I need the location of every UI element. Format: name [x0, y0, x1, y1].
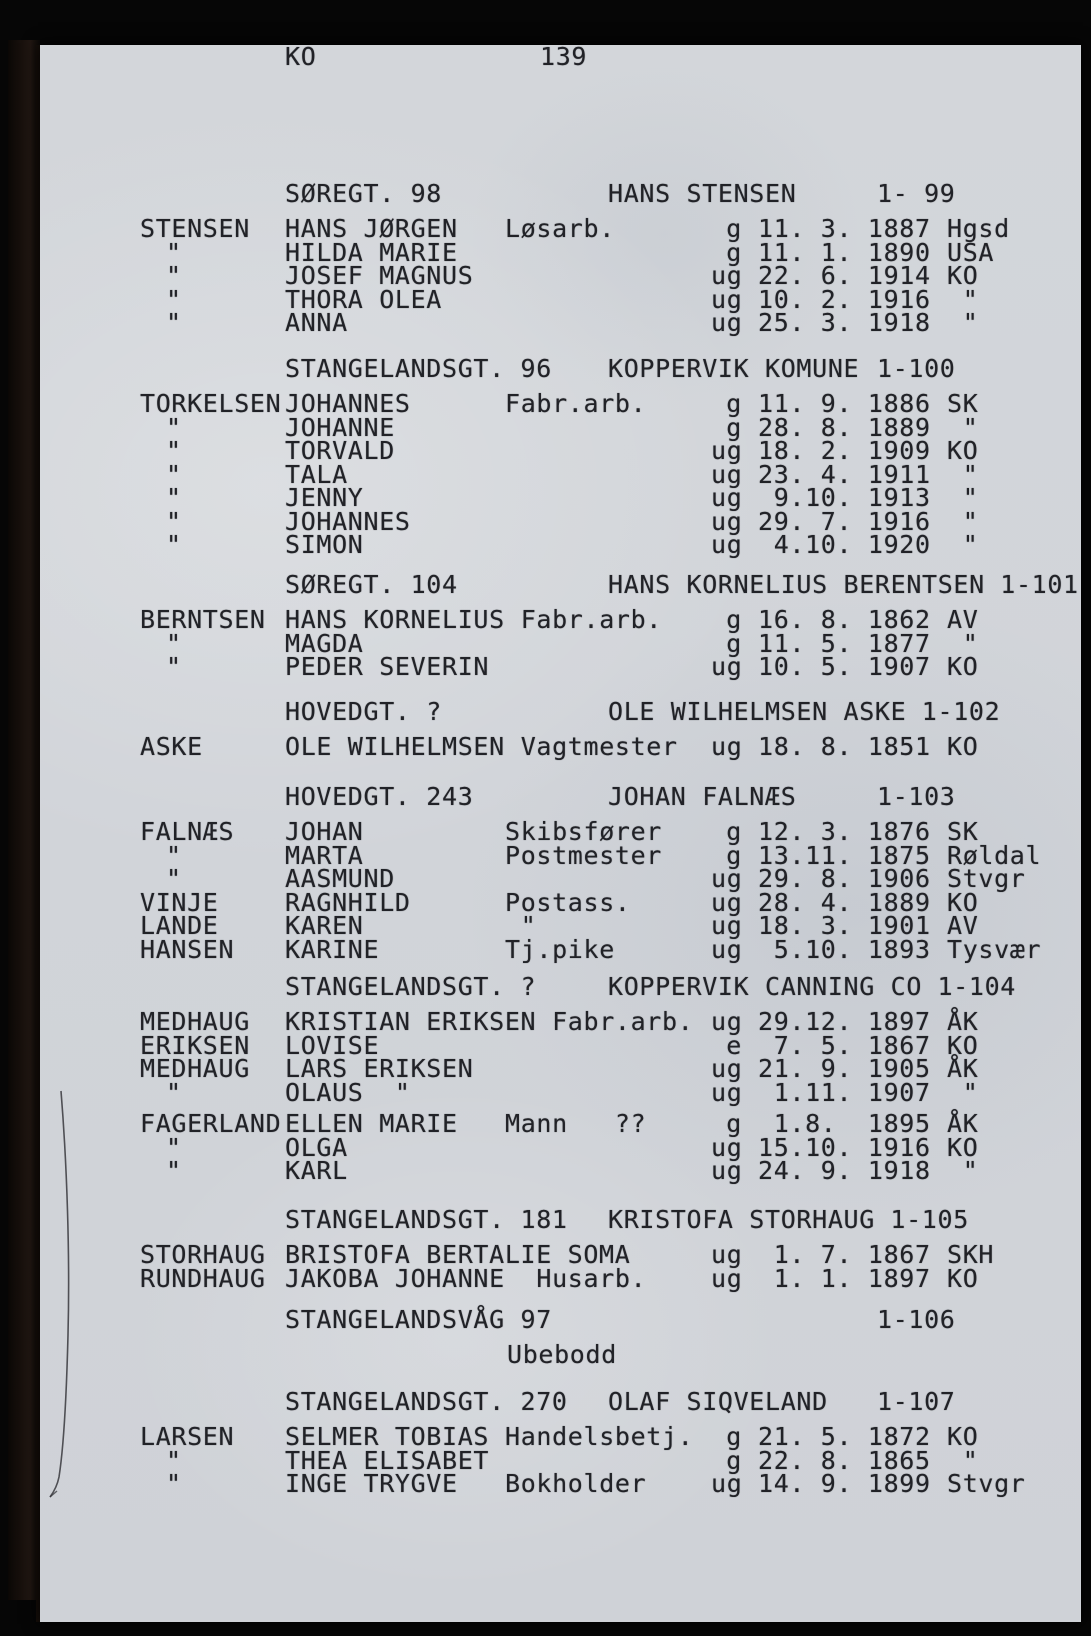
surname: LARSEN [140, 1422, 235, 1451]
street-address: HOVEDGT. ? [285, 697, 443, 726]
given-name: THEA ELISABET [285, 1445, 490, 1475]
district-code: KO [285, 42, 317, 71]
given-name: PEDER SEVERIN [285, 652, 490, 681]
birth-place: KO [947, 652, 979, 681]
person-row [40, 652, 1081, 681]
marital-status: ug [711, 1054, 743, 1083]
birth-place: KO [947, 732, 979, 761]
street-address: SØREGT. 104 [285, 570, 458, 599]
birth-date: 1. 1. 1897 [758, 1263, 931, 1293]
section-header-line [40, 697, 1081, 726]
page-number: 139 [540, 42, 588, 71]
birth-place: KO [947, 1132, 979, 1162]
marital-status: ug [711, 887, 743, 917]
given-name: KARINE [285, 934, 380, 964]
surname: " [166, 308, 182, 337]
birth-date: 16. 8. 1862 [758, 605, 931, 634]
surname: ASKE [140, 732, 203, 761]
birth-place: KO [947, 887, 979, 917]
marital-status: g [726, 389, 742, 418]
given-name: OLGA [285, 1132, 348, 1162]
occupation: " [505, 911, 537, 940]
given-name: SIMON [285, 530, 364, 559]
birth-place: USA [947, 237, 995, 267]
given-name: JOHAN [285, 817, 364, 846]
surname: " [166, 864, 182, 893]
given-name: JENNY [285, 483, 364, 512]
occupation: Løsarb. [505, 214, 615, 243]
given-name: JOSEF MAGNUS [285, 261, 474, 290]
birth-date: 21. 9. 1905 [758, 1054, 931, 1083]
marital-status: ug [711, 934, 743, 964]
surname: HANSEN [140, 934, 235, 964]
given-name: OLE WILHELMSEN [285, 732, 505, 761]
birth-date: 28. 4. 1889 [758, 887, 931, 917]
surname: " [166, 628, 182, 658]
birth-place: ÅK [947, 1054, 979, 1083]
given-name: RAGNHILD [285, 887, 411, 917]
marital-status: ug [711, 1132, 743, 1162]
birth-date: 21. 5. 1872 [758, 1422, 931, 1451]
marital-status: g [726, 237, 742, 267]
marital-status: ug [711, 261, 743, 290]
surname: " [166, 530, 182, 559]
section-header-line [40, 1205, 1081, 1234]
person-row [40, 308, 1081, 337]
given-name: SELMER TOBIAS [285, 1422, 490, 1451]
birth-place: SK [947, 817, 979, 846]
birth-place: ÅK [947, 1109, 979, 1138]
surname: " [166, 261, 182, 290]
given-name: MAGDA [285, 628, 364, 658]
birth-date: 10. 2. 1916 [758, 284, 931, 314]
birth-place: " [947, 284, 979, 314]
birth-date: 29. 8. 1906 [758, 864, 931, 893]
person-row [40, 732, 1081, 761]
marital-status: ug [711, 459, 743, 489]
household-title: HANS STENSEN [608, 179, 797, 208]
birth-place: KO [947, 436, 979, 465]
surname: MEDHAUG [140, 1054, 250, 1083]
given-name: HANS JØRGEN [285, 214, 458, 243]
birth-place: Stvgr [947, 1469, 1026, 1498]
register-number: 1-101 [1000, 570, 1079, 599]
marital-status: ug [711, 1156, 743, 1185]
street-address: SØREGT. 98 [285, 179, 443, 208]
street-address: HOVEDGT. 243 [285, 782, 474, 811]
marital-status: ug [711, 1077, 743, 1107]
section-header-line [40, 570, 1081, 599]
marital-status: g [726, 840, 742, 870]
given-name: HILDA MARIE [285, 237, 458, 267]
marital-status: g [726, 1422, 742, 1451]
given-name: ELLEN MARIE [285, 1109, 458, 1138]
birth-date: 28. 8. 1889 [758, 412, 931, 442]
birth-place: " [947, 483, 979, 512]
birth-place: SK [947, 389, 979, 418]
given-name: JAKOBA JOHANNE [285, 1263, 505, 1293]
birth-date: 1. 7. 1867 [758, 1240, 931, 1269]
birth-place: KO [947, 1422, 979, 1451]
occupation: Fabr.arb. [505, 605, 663, 634]
birth-place: SKH [947, 1240, 995, 1269]
birth-date: 11. 3. 1887 [758, 214, 931, 243]
birth-date: 1.11. 1907 [758, 1077, 931, 1107]
given-name: BRISTOFA BERTALIE SOMA [285, 1240, 631, 1269]
birth-date: 25. 3. 1918 [758, 308, 931, 337]
section-header-line [40, 354, 1081, 383]
surname: ERIKSEN [140, 1030, 250, 1060]
person-row [40, 934, 1081, 964]
section-header-line [40, 179, 1081, 208]
marital-status: ug [711, 1263, 743, 1293]
birth-date: 15.10. 1916 [758, 1132, 931, 1162]
marital-status: ug [711, 1469, 743, 1498]
given-name: MARTA [285, 840, 364, 870]
surname: LANDE [140, 911, 219, 940]
birth-place: Stvgr [947, 864, 1026, 893]
occupation: Postmester [505, 840, 663, 870]
household-title: KOPPERVIK CANNING CO [608, 972, 923, 1001]
occupation: Fabr.arb. [505, 389, 647, 418]
occupation: Fabr.arb. [505, 1007, 694, 1036]
marital-status: ug [711, 652, 743, 681]
register-number: 1-107 [877, 1387, 956, 1416]
birth-date: 7. 5. 1867 [758, 1030, 931, 1060]
given-name: LOVISE [285, 1030, 380, 1060]
marital-status: ug [711, 483, 743, 512]
marital-status: ug [711, 732, 743, 761]
person-row [40, 530, 1081, 559]
street-address: STANGELANDSGT. ? [285, 972, 537, 1001]
surname: " [166, 436, 182, 465]
surname: " [166, 506, 182, 536]
birth-place: KO [947, 1030, 979, 1060]
given-name: JOHANNE [285, 412, 395, 442]
marital-status: ug [711, 284, 743, 314]
occupation: Skibsfører [505, 817, 663, 846]
register-number: 1-103 [877, 782, 956, 811]
occupation: Handelsbetj. [505, 1422, 694, 1451]
marital-status: g [726, 628, 742, 658]
birth-date: 22. 6. 1914 [758, 261, 931, 290]
birth-date: 22. 8. 1865 [758, 1445, 931, 1475]
birth-date: 14. 9. 1899 [758, 1469, 931, 1498]
surname: " [166, 412, 182, 442]
section-header-line [40, 782, 1081, 811]
marital-status: ug [711, 1007, 743, 1036]
birth-date: 11. 1. 1890 [758, 237, 931, 267]
register-number: 1-100 [877, 354, 956, 383]
marital-status: ug [711, 530, 743, 559]
register-number: 1-102 [921, 697, 1001, 726]
marital-status: ug [711, 506, 743, 536]
birth-place: " [947, 530, 979, 559]
birth-place: KO [947, 261, 979, 290]
occupation: Husarb. [505, 1263, 647, 1293]
birth-date: 11. 9. 1886 [758, 389, 931, 418]
birth-date: 4.10. 1920 [758, 530, 931, 559]
given-name: THORA OLEA [285, 284, 443, 314]
given-name: AASMUND [285, 864, 395, 893]
household-title: JOHAN FALNÆS [608, 782, 797, 811]
birth-place: " [947, 459, 979, 489]
given-name: LARS ERIKSEN [285, 1054, 474, 1083]
given-name: TALA [285, 459, 348, 489]
birth-place: " [947, 1156, 979, 1185]
given-name: ANNA [285, 308, 348, 337]
given-name: TORVALD [285, 436, 395, 465]
birth-date: 24. 9. 1918 [758, 1156, 931, 1185]
surname: FAGERLAND [140, 1109, 282, 1138]
section-header-line [40, 1387, 1081, 1416]
household-title: OLE WILHELMSEN ASKE [608, 697, 907, 726]
surname: BERNTSEN [140, 605, 266, 634]
birth-date: 12. 3. 1876 [758, 817, 931, 846]
person-row [40, 1077, 1081, 1107]
birth-date: 18. 2. 1909 [758, 436, 931, 465]
page-header-line [40, 42, 1081, 71]
household-title: HANS KORNELIUS BERENTSEN [608, 570, 985, 599]
surname: RUNDHAUG [140, 1263, 266, 1293]
birth-place: " [947, 628, 979, 658]
birth-place: " [947, 308, 979, 337]
birth-place: AV [947, 605, 979, 634]
surname: " [166, 652, 182, 681]
marital-status: ug [711, 911, 743, 940]
given-name: KARL [285, 1156, 348, 1185]
marital-status: g [726, 817, 742, 846]
section-header-line [40, 1305, 1081, 1334]
surname: " [166, 1077, 182, 1107]
surname: " [166, 1445, 182, 1475]
marital-status: g [726, 412, 742, 442]
document-page [40, 42, 1081, 1622]
birth-date: 13.11. 1875 [758, 840, 931, 870]
birth-date: 10. 5. 1907 [758, 652, 931, 681]
household-title: KRISTOFA STORHAUG [608, 1205, 875, 1234]
street-address: STANGELANDSVÅG 97 [285, 1305, 552, 1334]
birth-place: " [947, 1445, 979, 1475]
person-row [40, 1469, 1081, 1498]
occupation: Tj.pike [505, 934, 615, 964]
birth-date: 18. 8. 1851 [758, 732, 931, 761]
birth-place: AV [947, 911, 979, 940]
birth-date: 29. 7. 1916 [758, 506, 931, 536]
surname: " [166, 459, 182, 489]
birth-place: Tysvær [947, 934, 1042, 964]
marital-status: e [726, 1030, 742, 1060]
person-row [40, 1263, 1081, 1293]
street-address: STANGELANDSGT. 96 [285, 354, 552, 383]
surname: " [166, 1469, 182, 1498]
marital-status: ug [711, 436, 743, 465]
register-number: 1- 99 [877, 179, 956, 208]
register-number: 1-104 [937, 972, 1016, 1001]
birth-date: 1.8. 1895 [758, 1109, 931, 1138]
birth-place: " [947, 412, 979, 442]
surname: STENSEN [140, 214, 250, 243]
household-title: OLAF SIQVELAND [608, 1387, 828, 1416]
birth-date: 5.10. 1893 [758, 934, 931, 964]
register-number: 1-105 [890, 1205, 969, 1234]
occupation: Postass. [505, 887, 631, 917]
street-address: STANGELANDSGT. 181 [285, 1205, 568, 1234]
birth-place: Hgsd [947, 214, 1010, 243]
marital-status: g [726, 1109, 742, 1138]
occupation: Vagtmester [505, 732, 678, 761]
given-name: OLAUS " [285, 1077, 411, 1107]
birth-place: ÅK [947, 1007, 979, 1036]
birth-place: " [947, 1077, 979, 1107]
given-name: KAREN [285, 911, 364, 940]
marital-status: g [726, 605, 742, 634]
street-address: STANGELANDSGT. 270 [285, 1387, 568, 1416]
surname: TORKELSEN [140, 389, 282, 418]
marital-status: g [726, 214, 742, 243]
marital-status: ug [711, 864, 743, 893]
birth-date: 9.10. 1913 [758, 483, 931, 512]
surname: FALNÆS [140, 817, 235, 846]
surname: " [166, 840, 182, 870]
given-name: JOHANNES [285, 389, 411, 418]
surname: VINJE [140, 887, 219, 917]
marital-status: ug [711, 1240, 743, 1269]
surname: " [166, 1156, 182, 1185]
surname: " [166, 1132, 182, 1162]
given-name: INGE TRYGVE [285, 1469, 458, 1498]
uninhabited-note: Ubebodd [507, 1340, 617, 1369]
birth-date: 18. 3. 1901 [758, 911, 931, 940]
household-title: KOPPERVIK KOMUNE [608, 354, 860, 383]
marital-status: g [726, 1445, 742, 1475]
occupation: Mann ?? [505, 1109, 647, 1138]
marital-status: ug [711, 308, 743, 337]
surname: " [166, 483, 182, 512]
birth-place: " [947, 506, 979, 536]
occupation: Bokholder [505, 1469, 647, 1498]
birth-date: 29.12. 1897 [758, 1007, 931, 1036]
given-name: KRISTIAN ERIKSEN [285, 1007, 537, 1036]
given-name: JOHANNES [285, 506, 411, 536]
surname: " [166, 237, 182, 267]
birth-date: 11. 5. 1877 [758, 628, 931, 658]
person-row [40, 1156, 1081, 1185]
surname: STORHAUG [140, 1240, 266, 1269]
given-name: HANS KORNELIUS [285, 605, 505, 634]
register-number: 1-106 [877, 1305, 956, 1334]
birth-place: KO [947, 1263, 979, 1293]
note-line [40, 1340, 1081, 1369]
birth-date: 23. 4. 1911 [758, 459, 931, 489]
birth-place: Røldal [947, 840, 1042, 870]
surname: " [166, 284, 182, 314]
surname: MEDHAUG [140, 1007, 250, 1036]
section-header-line [40, 972, 1081, 1001]
